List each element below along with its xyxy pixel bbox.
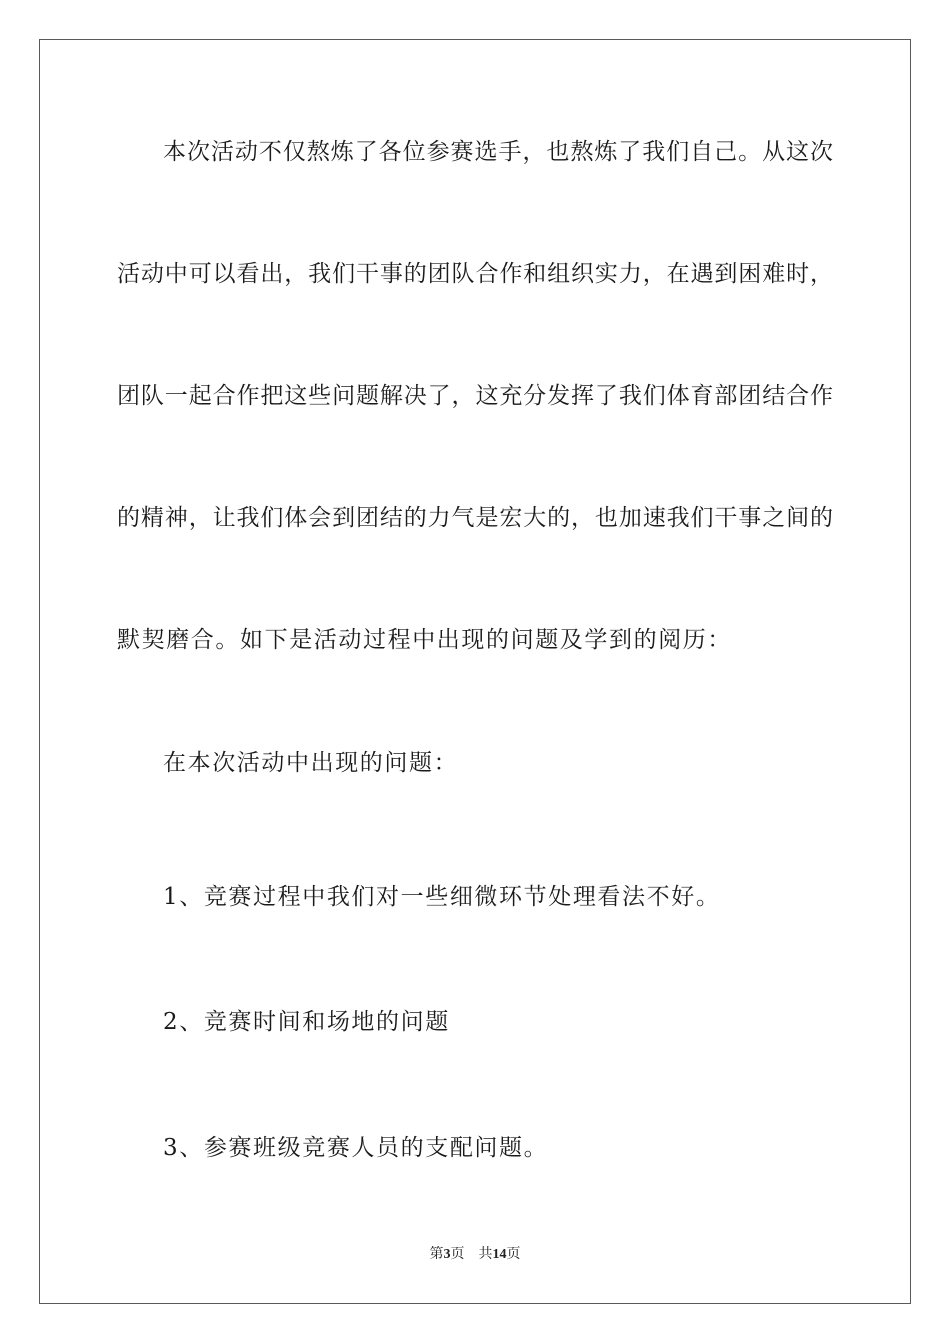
page-border (39, 39, 911, 1304)
paragraph-line-1: 本次活动不仅熬炼了各位参赛选手，也熬炼了我们自己。从这次 (163, 139, 833, 165)
total-label-suffix: 页 (506, 1247, 521, 1262)
page-footer (0, 1246, 950, 1264)
paragraph-line-2: 活动中可以看出，我们干事的团队合作和组织实力，在遇到困难时， (117, 261, 833, 287)
paragraph-line-3: 团队一起合作把这些问题解决了，这充分发挥了我们体育部团结合作 (117, 383, 833, 409)
current-page-number: 3 (443, 1247, 451, 1262)
total-page-number: 14 (492, 1247, 507, 1262)
total-label-prefix: 共 (478, 1247, 493, 1262)
section-heading-problems: 在本次活动中出现的问题： (163, 750, 459, 776)
list-item-2: 2、竞赛时间和场地的问题 (163, 1009, 450, 1035)
paragraph-line-4: 的精神，让我们体会到团结的力气是宏大的，也加速我们干事之间的 (117, 505, 833, 531)
list-item-3: 3、参赛班级竞赛人员的支配问题。 (163, 1135, 549, 1161)
list-item-1: 1、竞赛过程中我们对一些细微环节处理看法不好。 (163, 884, 721, 910)
paragraph-line-5: 默契磨合。如下是活动过程中出现的问题及学到的阅历： (117, 627, 732, 653)
page-label-suffix: 页 (450, 1247, 465, 1262)
page-label-prefix: 第 (429, 1247, 444, 1262)
